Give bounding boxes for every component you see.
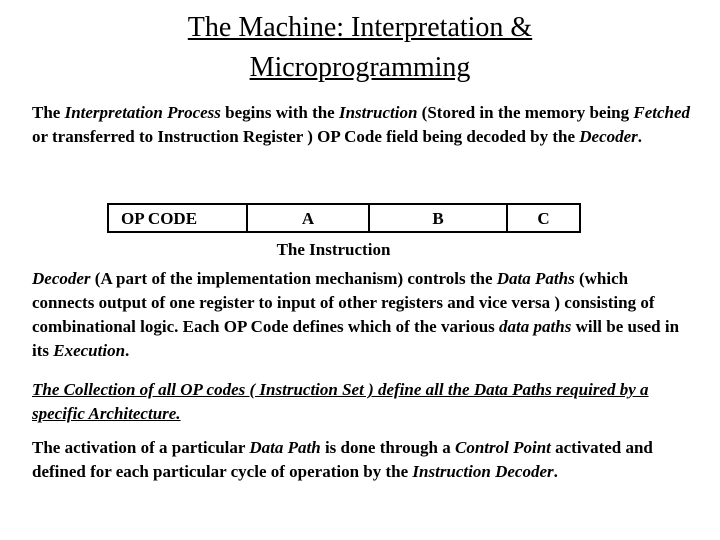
text-run: activated and defined for each particular cycle of operation by the — [32, 438, 653, 481]
emphasis-run: Data Path — [249, 438, 321, 457]
emphasis-run: data paths — [499, 317, 572, 336]
emphasis-run: Instruction Decoder — [412, 462, 554, 481]
slide-title-line-1: The Machine: Interpretation & — [187, 12, 533, 43]
text-run: . — [637, 127, 643, 146]
emphasis-run: Instruction — [338, 103, 418, 122]
instruction-field-opcode: OP CODE — [121, 209, 198, 228]
text-run: (which connects output of one register to input of other registers and vice versa ) consisting of combinational logic. Each OP Code defines which of the various — [32, 269, 655, 336]
text-run: The activation of a particular — [32, 438, 250, 457]
emphasis-run: Data Paths — [496, 269, 575, 288]
text-run: (Stored in the memory being — [417, 103, 634, 122]
emphasis-run: Decoder — [579, 127, 638, 146]
slide-title-line-2: Microprogramming — [249, 52, 471, 83]
emphasis-run: Decoder — [32, 269, 91, 288]
slide-title — [0, 8, 720, 88]
text-run: The — [32, 103, 65, 122]
text-run: will be used in its — [32, 317, 680, 360]
emphasis-run: Interpretation Process — [64, 103, 221, 122]
text-run: . — [553, 462, 558, 481]
instruction-format-table — [107, 203, 581, 233]
emphasis-run: Control Point — [455, 438, 551, 457]
instruction-field-c: C — [506, 205, 579, 231]
paragraph-control-point — [32, 436, 692, 484]
text-run: or transferred to Instruction Register ) OP Code field being decoded by the — [32, 127, 580, 146]
text-run: is done through a — [320, 438, 455, 457]
emphasis-run: Execution — [53, 341, 126, 360]
paragraph-decoder — [32, 267, 692, 363]
paragraph-instruction-set: The Collection of all OP codes ( Instruction Set ) define all the Data Paths required by a specific Architecture. — [32, 380, 649, 423]
emphasis-run: Fetched — [633, 103, 691, 122]
text-run: . — [125, 341, 130, 360]
text-run: (A part of the implementation mechanism) controls the — [90, 269, 497, 288]
instruction-caption: The Instruction — [276, 240, 391, 259]
instruction-field-a: A — [246, 205, 368, 231]
instruction-field-b: B — [368, 205, 506, 231]
paragraph-interpretation-process — [32, 101, 692, 149]
text-run: begins with the — [220, 103, 339, 122]
